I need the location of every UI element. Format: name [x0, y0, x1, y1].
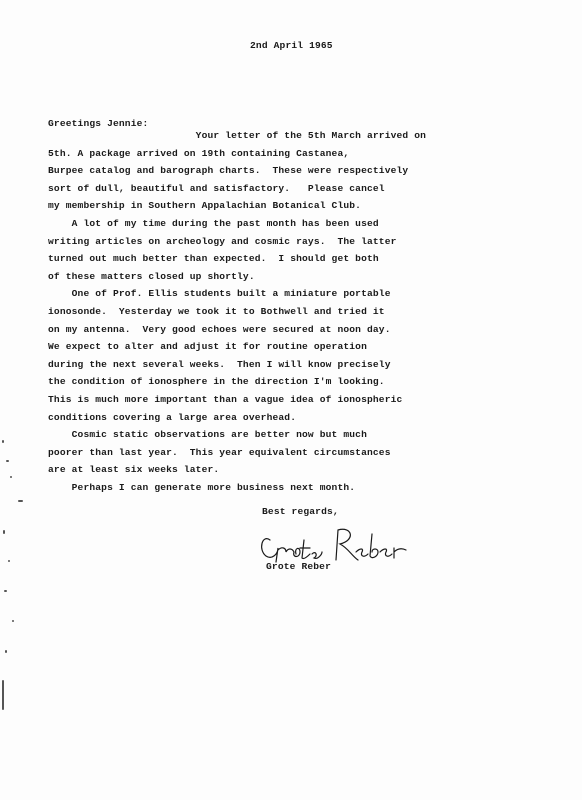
body-line: of these matters closed up shortly. — [48, 270, 255, 282]
body-line: poorer than last year. This year equivalent circumstances — [48, 446, 391, 458]
body-line: are at least six weeks later. — [48, 464, 220, 476]
body-line: ionosonde. Yesterday we took it to Bothwell and tried it — [48, 306, 385, 317]
body-line: on my antenna. Very good echoes were secured at noon day. — [48, 323, 391, 335]
body-line: 5th. A package arrived on 19th containing Castanea, — [48, 147, 350, 159]
closing: Best regards, — [262, 506, 339, 517]
body-line: conditions covering a large area overhead. — [48, 411, 297, 423]
margin-scan-marks — [0, 440, 30, 720]
body-line: This is much more important than a vague idea of ionospheric — [48, 394, 403, 405]
body-line: Cosmic static observations are better now but much — [48, 429, 367, 441]
letter-date: 2nd April 1965 — [250, 40, 333, 51]
body-line: One of Prof. Ellis students built a miniature portable — [48, 288, 391, 300]
body-line: Your letter of the 5th March arrived on — [48, 130, 427, 141]
salutation: Greetings Jennie: — [48, 118, 149, 129]
body-line: sort of dull, beautiful and satisfactory. Please cancel — [48, 182, 385, 194]
body-line: Burpee catalog and barograph charts. These were respectively — [48, 165, 409, 177]
body-line: the condition of ionosphere in the direction I'm looking. — [48, 376, 385, 388]
body-line: Perhaps I can generate more business next month. — [48, 482, 356, 493]
body-line: writing articles on archeology and cosmic rays. The latter — [48, 235, 397, 247]
body-line: my membership in Southern Appalachian Botanical Club. — [48, 200, 362, 212]
body-line: turned out much better than expected. I should get both — [48, 253, 379, 265]
body-line: A lot of my time during the past month has been used — [48, 218, 379, 229]
body-line: during the next several weeks. Then I will know precisely — [48, 358, 391, 370]
typed-name: Grote Reber — [266, 561, 331, 572]
body-line: We expect to alter and adjust it for routine operation — [48, 341, 367, 353]
